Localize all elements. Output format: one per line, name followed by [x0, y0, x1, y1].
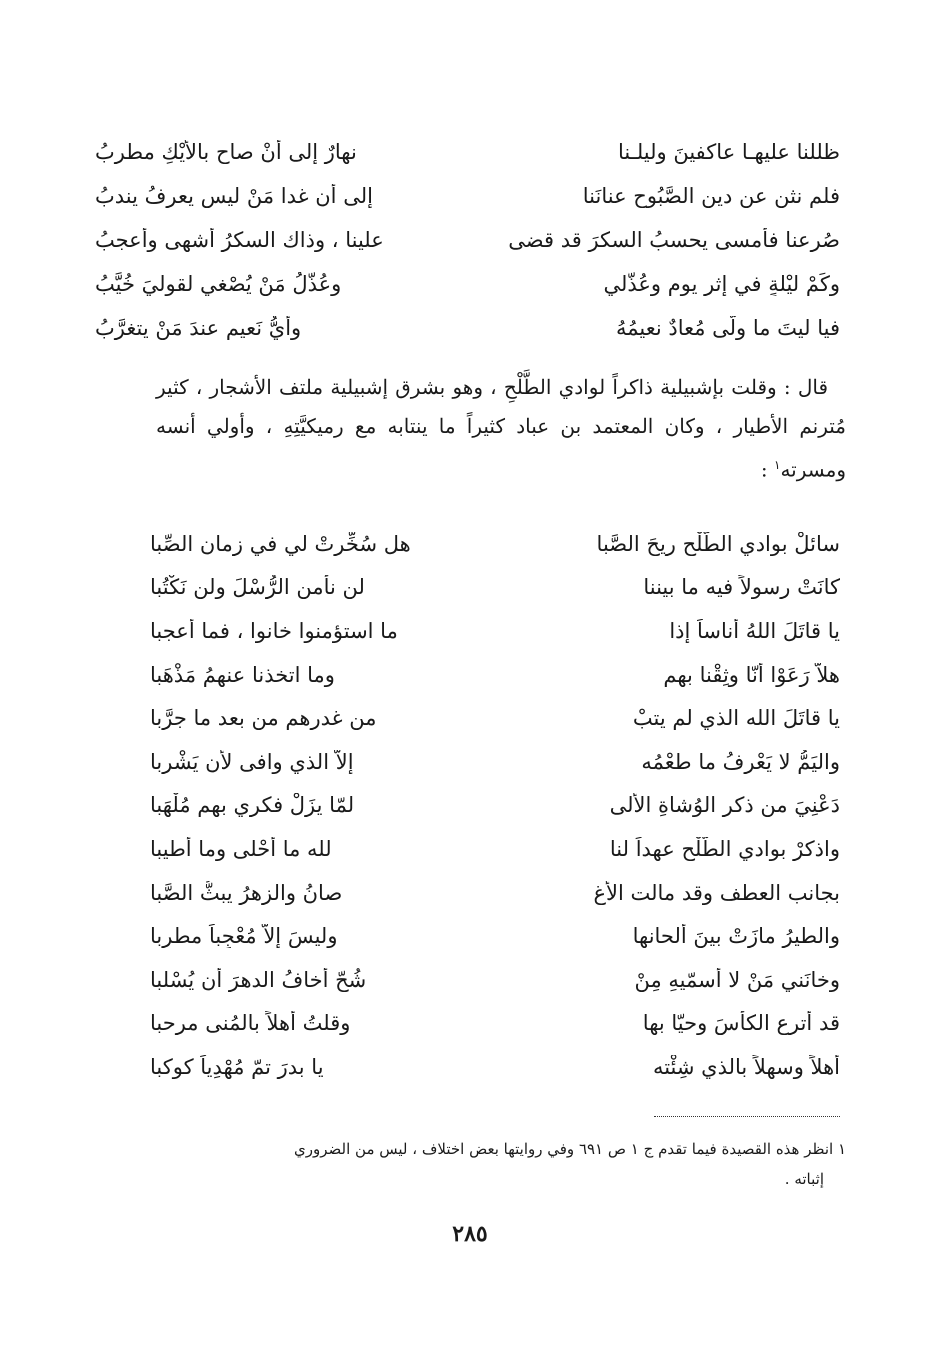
verse-first-hemistich: فيا ليتَ ما ولّى مُعادٌ نعيمُهُ — [615, 316, 840, 340]
verse-line — [95, 174, 840, 218]
verse-line — [150, 522, 840, 566]
verse-line — [150, 1002, 840, 1046]
verse-second-hemistich: إلى أن غدا مَنْ ليس يعرفُ يندبُ — [95, 184, 373, 208]
verse-second-hemistich: شُحّ أخافُ الدهرَ أن يُسْلبا — [150, 967, 367, 992]
verse-first-hemistich: صُرعنا فأمسى يحسبُ السكرَ قد قضى — [508, 228, 840, 252]
verse-first-hemistich: سائلْ بوادي الطَّلْحِ ريحَ الصَّبا — [596, 531, 840, 556]
poem-section-1 — [95, 130, 840, 350]
footnote — [151, 1134, 846, 1194]
verse-first-hemistich: كانَتْ رسولاً فيه ما بيننا — [643, 575, 840, 600]
verse-first-hemistich: وكَمْ ليْلةٍ في إثر يوم وعُذَّلي — [603, 272, 840, 296]
page-number: ٢٨٥ — [452, 1221, 488, 1247]
verse-line — [150, 740, 840, 784]
verse-line — [150, 827, 840, 871]
verse-second-hemistich: هل سُخِّرتْ لي في زمان الصِّبا — [150, 531, 411, 556]
verse-line — [150, 958, 840, 1002]
verse-first-hemistich: أهلاً وسهلاً بالذي شِئْته — [652, 1054, 840, 1079]
verse-second-hemistich: لمّا يزَلْ فكري بهم مُلْهَبا — [150, 793, 355, 818]
verse-line — [150, 566, 840, 610]
verse-first-hemistich: هلاّ رَعَوْا أنّا وثِقْنا بهم — [663, 662, 840, 687]
footnote-marker: ١ — [774, 458, 781, 472]
verse-first-hemistich: دَعْنِيَ من ذكر الوُشاةِ الألى — [609, 793, 840, 818]
footnote-text: انظر هذه القصيدة فيما تقدم ج ١ ص ٦٩١ وفي روايتها بعض اختلاف ، ليس من الضروري — [294, 1140, 834, 1158]
verse-second-hemistich: من غدرهم من بعد ما جرَّبا — [150, 706, 377, 731]
verse-line — [95, 218, 840, 262]
verse-line — [95, 130, 840, 174]
footnote-line-1 — [151, 1134, 846, 1164]
verse-first-hemistich: يا قاتَلَ اللهُ أناساً إذا — [669, 618, 840, 643]
verse-second-hemistich: لن نأمن الرُّسْلَ ولن نَكْتُبا — [150, 575, 365, 600]
poem-section-2 — [150, 522, 840, 1089]
verse-first-hemistich: يا قاتَلَ الله الذي لم يتبْ — [632, 706, 840, 731]
verse-first-hemistich: والطيرُ مازَتْ بينَ ألحانها — [632, 924, 840, 949]
verse-first-hemistich: فلم نثنِ عن دين الصَّبُوحِ عنانَنا — [582, 184, 840, 208]
footnote-divider — [654, 1116, 840, 1117]
verse-second-hemistich: لله ما أحْلى وما أطيبا — [150, 836, 332, 861]
verse-second-hemistich: علينا ، وذاك السكرُ أشهى وأعجبُ — [95, 228, 384, 252]
verse-line — [95, 306, 840, 350]
verse-line — [150, 914, 840, 958]
verse-line — [150, 871, 840, 915]
verse-second-hemistich: نهارٌ إلى أنْ صاح بالأيْكِ مطربُ — [95, 140, 357, 164]
verse-second-hemistich: وليسَ إلاّ مُعْجِباً مطربا — [150, 924, 338, 949]
verse-second-hemistich: وأيُّ نَعيمٍ عندَ مَنْ يتغرَّبُ — [95, 316, 302, 340]
verse-first-hemistich: بجانب العطف وقد مالت الأغ — [593, 880, 840, 905]
verse-first-hemistich: وخانَني مَنْ لا أُسمّيهِ مِنْ — [634, 967, 840, 992]
footnote-line-2: إثباته . — [784, 1170, 824, 1188]
verse-line — [150, 653, 840, 697]
verse-line — [150, 696, 840, 740]
verse-second-hemistich: وعُذَّلُ مَنْ يُصْغي لقوليَ خُيَّبُ — [95, 272, 342, 296]
verse-line — [150, 784, 840, 828]
verse-first-hemistich: واذكرْ بوادي الطَّلْح عهداً لنا — [609, 836, 840, 861]
verse-line — [150, 1045, 840, 1089]
prose-end: : — [760, 457, 774, 482]
verse-second-hemistich: إلاّ الذي وافى لأن يَشْربا — [150, 749, 354, 774]
verse-second-hemistich: ما استؤمنوا خانوا ، فما أعجبا — [150, 618, 398, 643]
verse-second-hemistich: وقلتُ أهلاً بالمُنى مرحبا — [150, 1011, 351, 1036]
verse-line — [95, 262, 840, 306]
footnote-number: ١ — [837, 1140, 846, 1158]
verse-first-hemistich: قد أترع الكأسَ وحيّا بها — [642, 1011, 840, 1036]
verse-second-hemistich: صانُ والزهرُ يبثُّ الصَّبا — [150, 880, 343, 905]
verse-first-hemistich: واليَمُّ لا يَعْرِفُ ما طعْمُه — [641, 749, 840, 774]
prose-paragraph — [156, 368, 846, 490]
prose-text: قال : وقلت بإشبيلية ذاكراً لوادي الطَّلْحِ ، وهو بشرق إشبيلية ملتف الأشجار ، كثير مُترنم الأطيار ، وكان المعتمد بن عباد كثيراً ما ينتابه مع رميكيَّتِهِ ، وأولي أنسه ومسرته — [156, 375, 846, 482]
verse-first-hemistich: ظللنا عليهـا عاكفينَ وليلـنا — [617, 140, 840, 164]
verse-second-hemistich: وما اتخذنا عنهمُ مَذْهَبا — [150, 662, 335, 687]
verse-second-hemistich: يا بدرَ تمّ مُهْدِياً كوكبا — [150, 1054, 324, 1079]
verse-line — [150, 609, 840, 653]
